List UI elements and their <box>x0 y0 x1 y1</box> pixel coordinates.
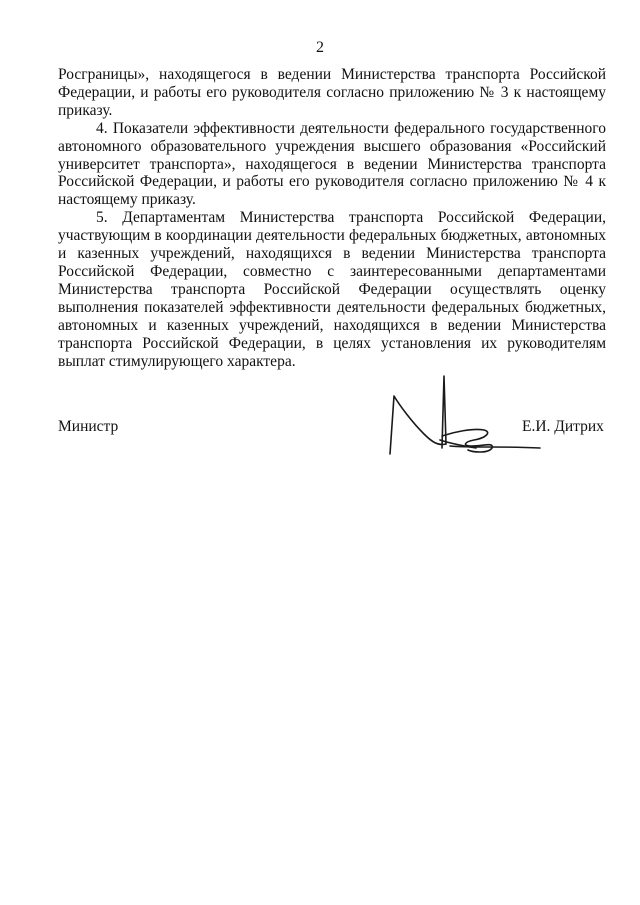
document-body <box>58 66 606 370</box>
paragraph-item-4: 4. Показатели эффективности деятельности федерального государственного автономного образовательного учреждения высшего образования «Российский университет транспорта», находящегося в ведении Министерства транспорта Российской Федерации, и работы его руководителя согласно приложению № 4 к настоящему приказу. <box>58 119 606 209</box>
page-number: 2 <box>316 39 324 56</box>
paragraph-continuation: Росграницы», находящегося в ведении Министерства транспорта Российской Федерации, и работы его руководителя согласно приложению № 3 к настоящему приказу. <box>58 66 606 119</box>
signer-role: Министр <box>58 418 119 435</box>
paragraph-item-5: 5. Департаментам Министерства транспорта Российской Федерации, участвующим в координации деятельности федеральных бюджетных, автономных и казенных учреждений, находящихся в ведении Министерства транспорта Российской Федерации, совместно с заинтересованными департаментами Министерства транспорта Российской Федерации осуществлять оценку выполнения показателей эффективности деятельности федеральных бюджетных, автономных и казенных учреждений, находящихся в ведении Министерства транспорта Российской Федерации, в целях установления их руководителям выплат стимулирующего характера. <box>58 209 606 370</box>
signer-name: Е.И. Дитрих <box>522 418 604 435</box>
